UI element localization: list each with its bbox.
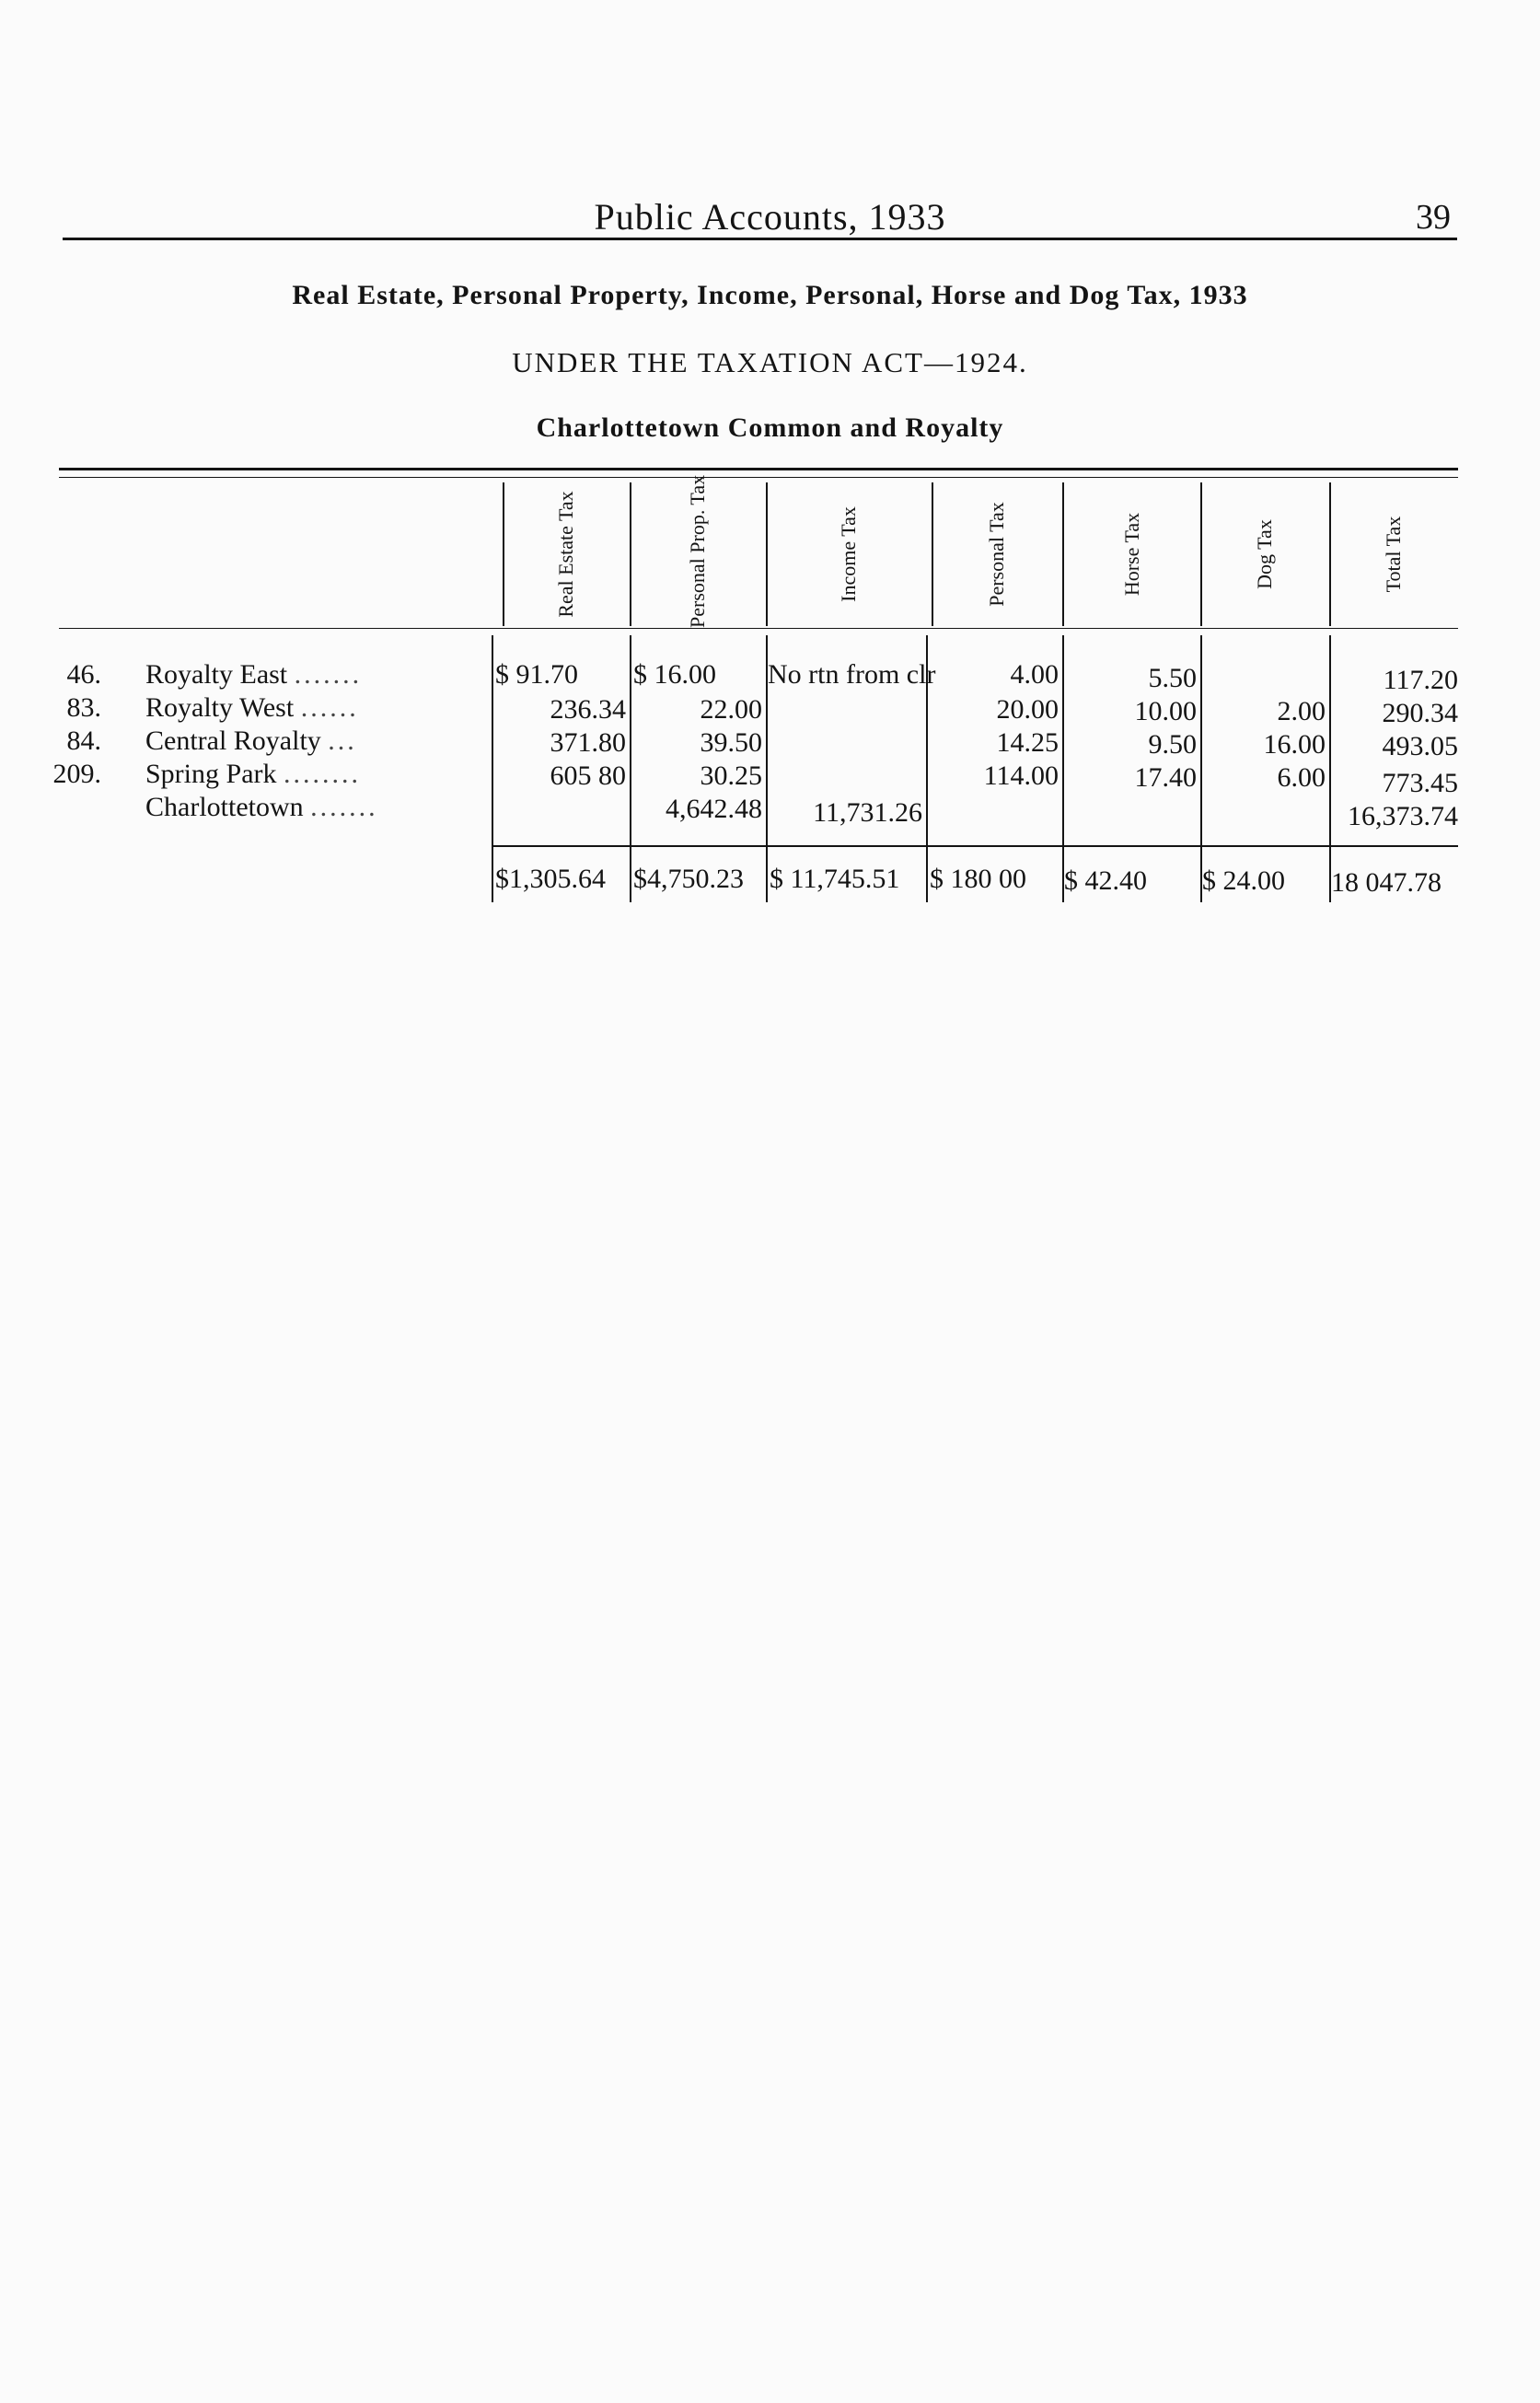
cell-total: 493.05 [1382,731,1458,761]
column-header-horse: Horse Tax [1120,512,1143,597]
cell-total: 16,373.74 [1348,801,1458,831]
cell-personal-prop: 39.50 [700,727,762,758]
column-header-total: Total Tax [1382,516,1405,593]
column-header-personal: Personal Tax [985,502,1008,607]
cell-personal-prop: $ 16.00 [633,659,716,690]
total-personal-prop: $4,750.23 [633,864,744,894]
total-horse: $ 42.40 [1064,865,1147,896]
row-name: Spring Park ........ [145,759,361,789]
col-divider [503,482,504,626]
totals-rule [492,845,1458,847]
cell-personal-prop: 22.00 [700,694,762,725]
cell-real-estate: $ 91.70 [495,659,578,690]
col-divider [630,482,631,626]
column-header-real-estate: Real Estate Tax [554,491,577,618]
row-name: Royalty West ...... [145,692,359,723]
cell-income: 11,731.26 [813,797,922,828]
table-top-rule-2 [59,477,1458,478]
row-number: 84. [66,726,101,756]
row-number: 209. [52,759,101,789]
cell-personal-prop: 30.25 [700,760,762,791]
cell-personal: 114.00 [983,760,1059,791]
total-personal: $ 180 00 [930,864,1026,894]
page-number: 39 [1416,198,1451,237]
row-name: Royalty East ....... [145,659,363,690]
column-header-personal-prop: Personal Prop. Tax [686,474,709,628]
section-title: Charlottetown Common and Royalty [536,412,1004,443]
cell-dog: 6.00 [1277,762,1326,793]
running-title: Public Accounts, 1933 [594,196,946,238]
header-bottom-rule [59,628,1458,629]
row-number: 46. [66,659,101,690]
cell-horse: 17.40 [1134,762,1197,793]
cell-income: No rtn from clr [768,659,936,690]
table-title: Real Estate, Personal Property, Income, Personal, Horse and Dog Tax, 1933 [292,280,1248,310]
row-name: Central Royalty ... [145,726,357,756]
cell-real-estate: 371.80 [550,727,626,758]
col-divider [932,482,933,626]
col-divider [1329,482,1331,626]
cell-personal: 20.00 [996,694,1059,725]
cell-total: 773.45 [1382,768,1458,798]
col-divider [1200,635,1202,902]
cell-personal-prop: 4,642.48 [666,794,762,824]
header-rule [63,238,1457,240]
column-header-dog: Dog Tax [1253,519,1276,589]
cell-dog: 2.00 [1277,696,1326,726]
col-divider [1329,635,1331,902]
total-dog: $ 24.00 [1202,865,1285,896]
cell-horse: 10.00 [1134,696,1197,726]
total-total: 18 047.78 [1331,867,1442,898]
total-real-estate: $1,305.64 [495,864,606,894]
row-number: 83. [66,692,101,723]
cell-real-estate: 605 80 [550,760,626,791]
total-income: $ 11,745.51 [770,864,900,894]
col-divider [492,635,493,902]
col-divider [766,482,768,626]
cell-personal: 14.25 [996,727,1059,758]
cell-total: 117.20 [1383,665,1458,695]
cell-dog: 16.00 [1263,729,1326,760]
table-top-rule [59,468,1458,470]
cell-total: 290.34 [1382,698,1458,728]
cell-horse: 5.50 [1148,663,1197,693]
col-divider [1062,635,1064,902]
column-header-income: Income Tax [837,506,860,602]
col-divider [630,635,631,902]
col-divider [1200,482,1202,626]
act-subtitle: UNDER THE TAXATION ACT—1924. [512,346,1028,378]
cell-horse: 9.50 [1148,729,1197,760]
row-name: Charlottetown ....... [145,792,378,822]
cell-personal: 4.00 [1010,659,1059,690]
cell-real-estate: 236.34 [550,694,626,725]
col-divider [1062,482,1064,626]
